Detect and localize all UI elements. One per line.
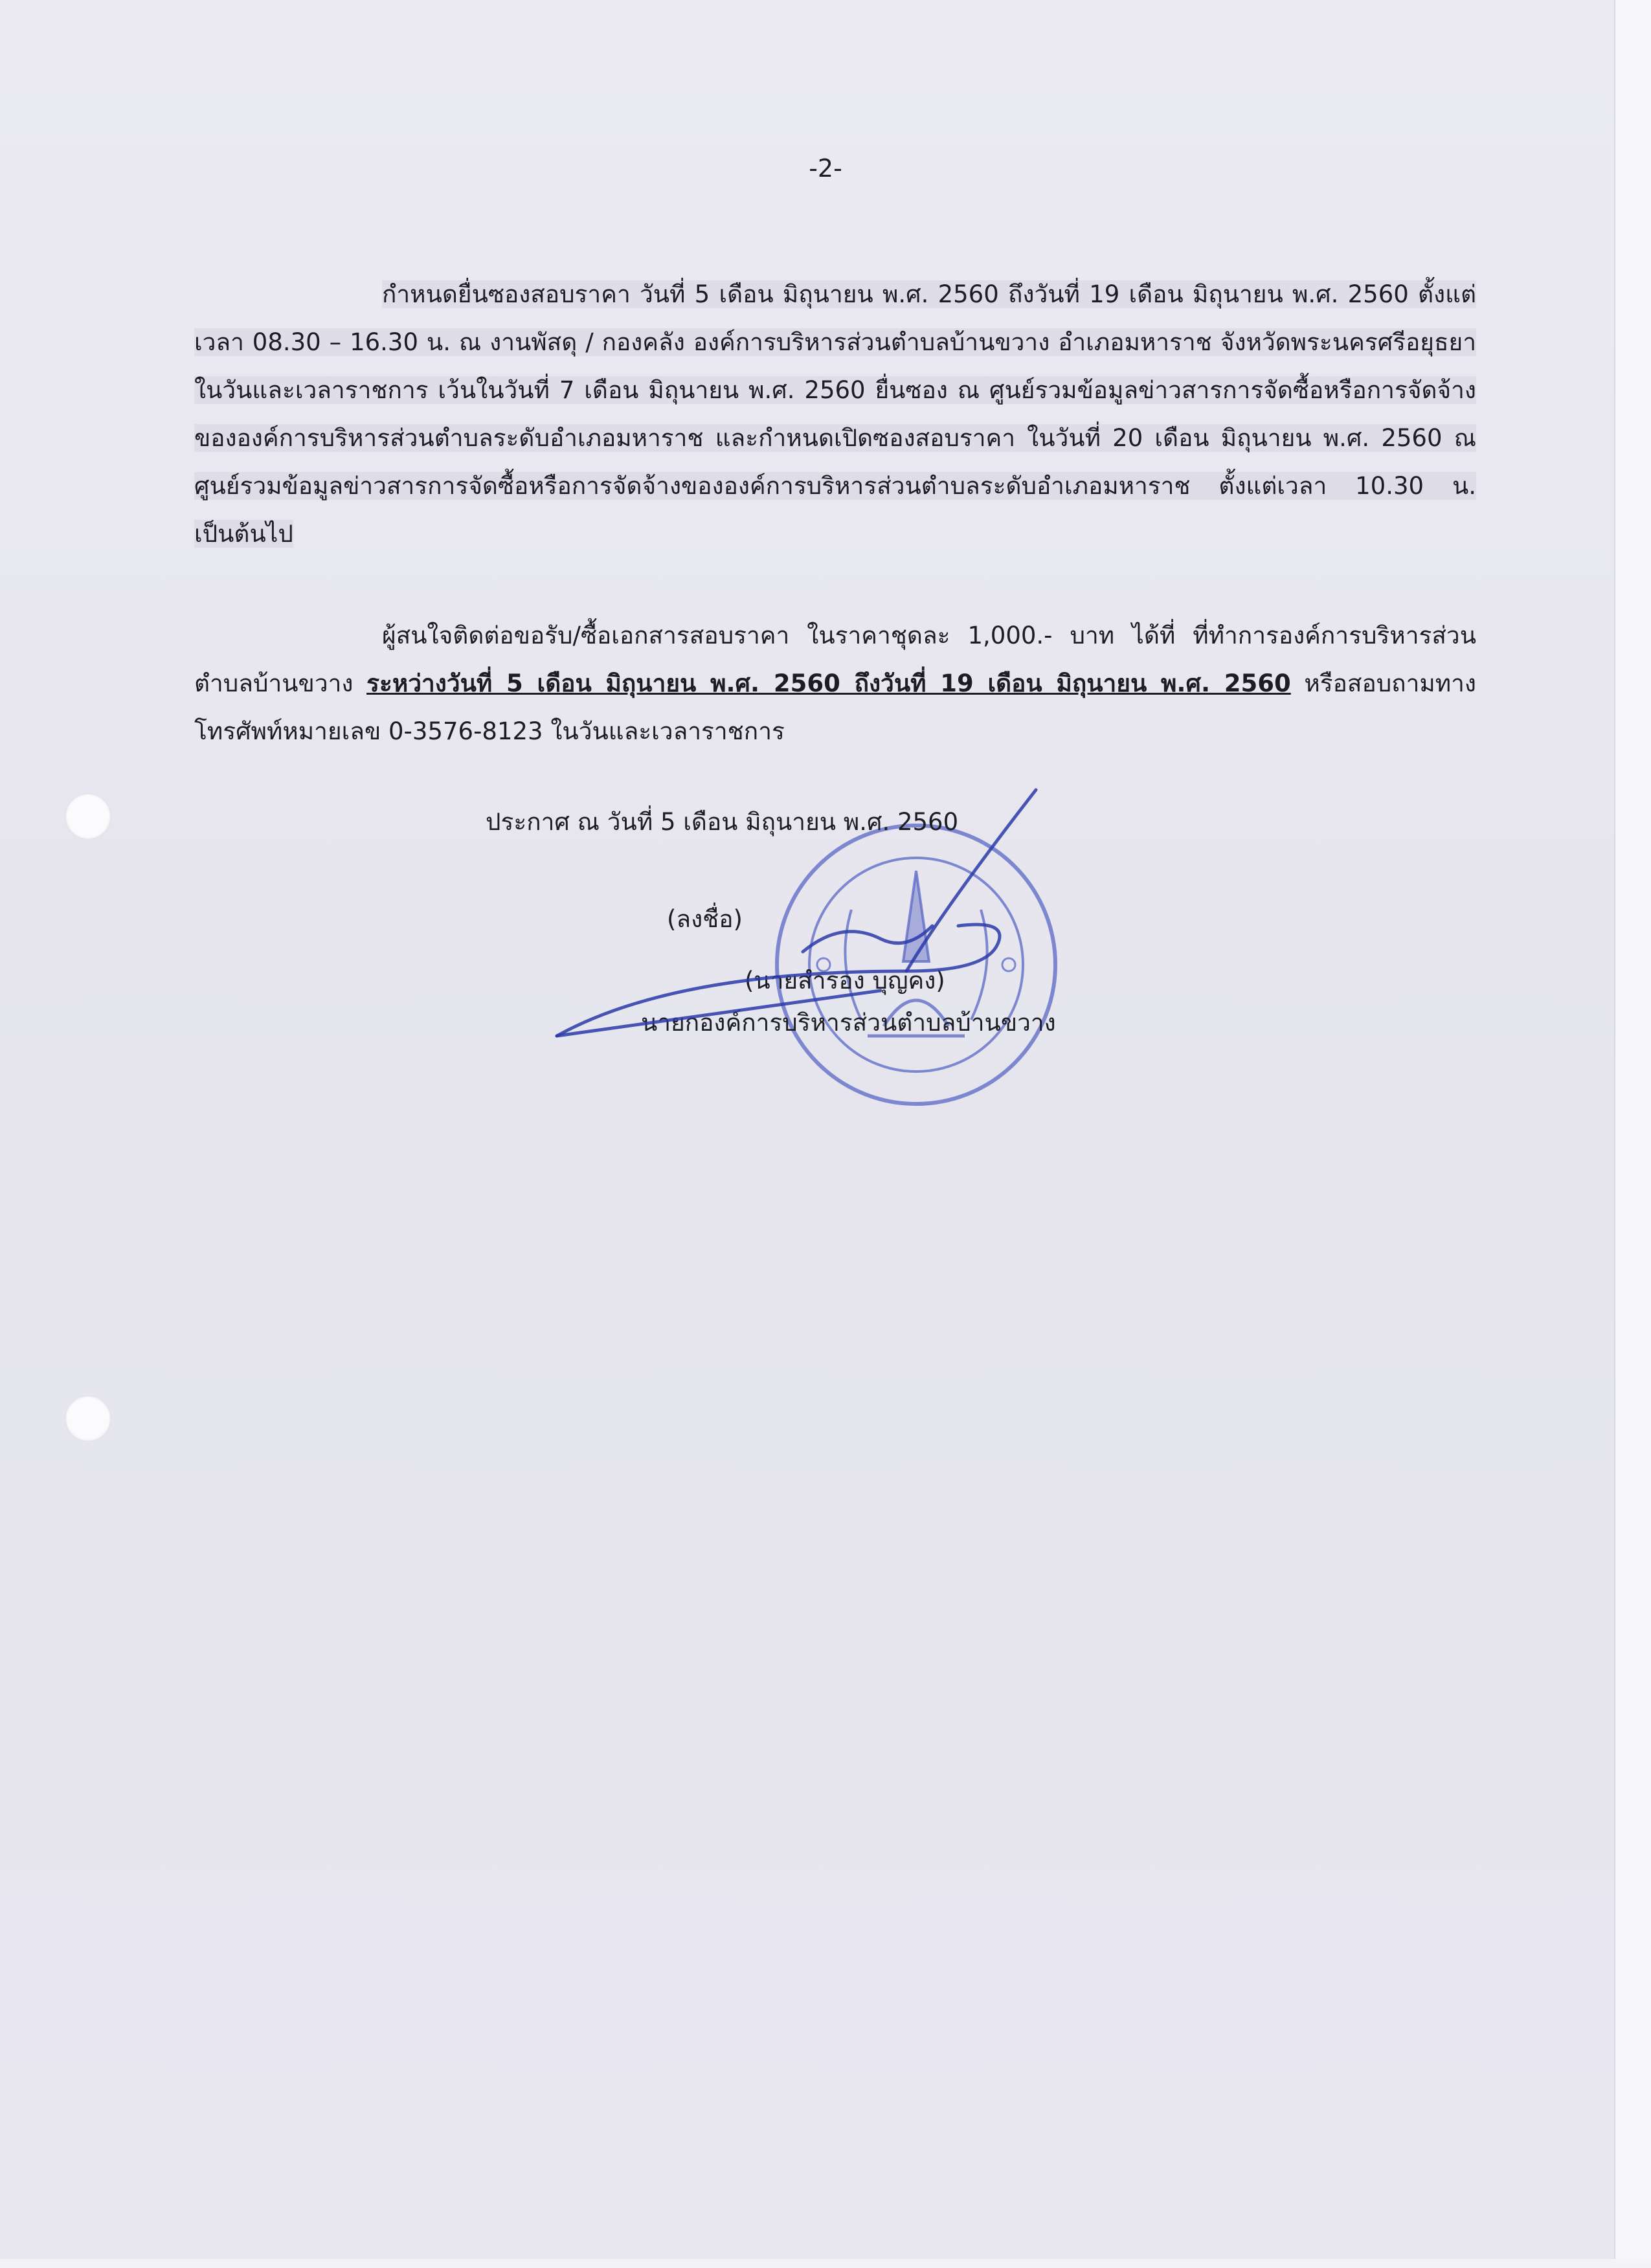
paragraph-document-purchase <box>194 612 1476 756</box>
punch-hole-icon <box>65 793 111 840</box>
handwritten-signature-icon <box>544 777 1075 1055</box>
signer-position: นายกองค์การบริหารส่วนตำบลบ้านขวาง <box>641 1009 1056 1037</box>
page-number: -2- <box>809 154 842 183</box>
page-edge <box>1614 0 1651 2268</box>
sign-label: (ลงชื่อ) <box>667 905 743 933</box>
paragraph-text: กำหนดยื่นซองสอบราคา วันที่ 5 เดือน มิถุนายน พ.ศ. 2560 ถึงวันที่ 19 เดือน มิถุนายน พ.ศ. 2560 ตั้งแต่เวลา 08.30 – 16.30 น. ณ งานพัสดุ / กองคลัง องค์การบริหารส่วนตำบลบ้านขวาง อำเภอมหาราช จังหวัดพระนครศรีอยุธยา ในวันและเวลาราชการ เว้นในวันที่ 7 เดือน มิถุนายน พ.ศ. 2560 ยื่นซอง ณ ศูนย์รวมข้อมูลข่าวสารการจัดซื้อหรือการจัดจ้างขององค์การบริหารส่วนตำบลระดับอำเภอมหาราช และกำหนดเปิดซองสอบราคา ในวันที่ 20 เดือน มิถุนายน พ.ศ. 2560 ณ ศูนย์รวมข้อมูลข่าวสารการจัดซื้อหรือการจัดจ้างขององค์การบริหารส่วนตำบลระดับอำเภอมหาราช ตั้งแต่เวลา 10.30 น. เป็นต้นไป <box>194 280 1476 548</box>
paragraph-text: หรือสอบถามทางโทรศัพท์หมายเลข 0-3576-8123 ในวันและเวลาราชการ <box>194 669 1476 745</box>
emphasized-date-range: ระหว่างวันที่ 5 เดือน มิถุนายน พ.ศ. 2560 ถึงวันที่ 19 เดือน มิถุนายน พ.ศ. 2560 <box>366 669 1291 697</box>
paragraph-text: ผู้สนใจติดต่อขอรับ/ซื้อเอกสารสอบราคา ในราคาชุดละ 1,000.- บาท ได้ที่ ที่ทำการองค์การบริหารส่วนตำบลบ้านขวาง <box>194 622 1476 697</box>
signer-name: (นายสำรอง บุญคง) <box>745 967 945 994</box>
punch-hole-icon <box>65 1395 111 1442</box>
paragraph-submission-schedule <box>194 271 1476 558</box>
announcement-date: ประกาศ ณ วันที่ 5 เดือน มิถุนายน พ.ศ. 2560 <box>486 808 959 836</box>
page-bottom-edge <box>0 2259 1651 2268</box>
